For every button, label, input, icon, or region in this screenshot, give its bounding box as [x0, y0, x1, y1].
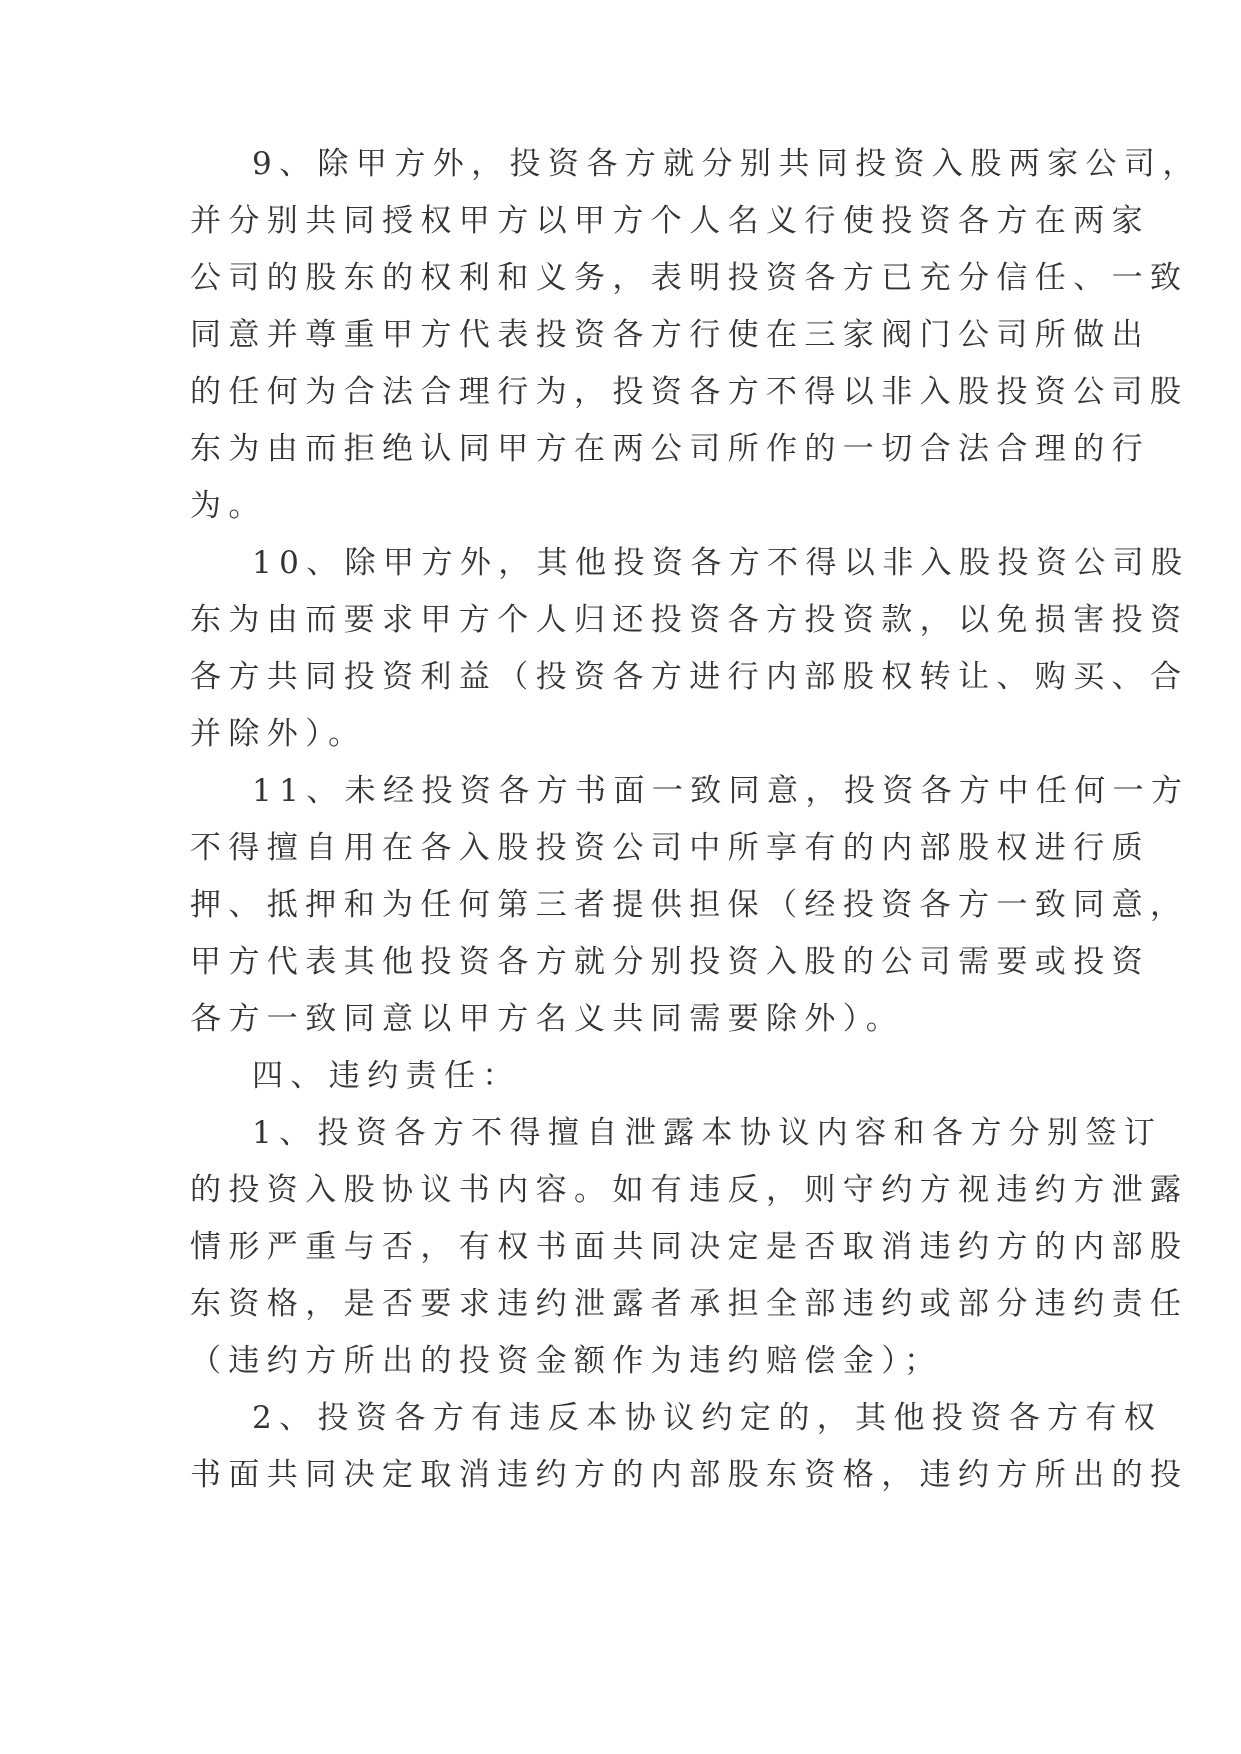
clause-9-line-3: 公司的股东的权利和义务，表明投资各方已充分信任、一致: [190, 260, 1189, 296]
liability-2-line-2: 书面共同决定取消违约方的内部股东资格，违约方所出的投: [190, 1457, 1189, 1493]
liability-1-line-2: 的投资入股协议书内容。如有违反，则守约方视违约方泄露: [190, 1172, 1189, 1208]
clause-9-line-7: 为。: [190, 488, 267, 524]
clause-11-line-2: 不得擅自用在各入股投资公司中所享有的内部股权进行质: [190, 830, 1150, 866]
clause-10-line-1: 10、除甲方外，其他投资各方不得以非入股投资公司股: [252, 545, 1190, 581]
liability-1-line-1: 1、投资各方不得擅自泄露本协议内容和各方分别签订: [252, 1115, 1163, 1151]
liability-1-line-3: 情形严重与否，有权书面共同决定是否取消违约方的内部股: [190, 1229, 1189, 1265]
clause-11-line-4: 甲方代表其他投资各方就分别投资入股的公司需要或投资: [190, 944, 1150, 980]
clause-9-line-2: 并分别共同授权甲方以甲方个人名义行使投资各方在两家: [190, 203, 1150, 239]
clause-9-line-1: 9、除甲方外，投资各方就分别共同投资入股两家公司，: [252, 146, 1201, 182]
section-heading-liability: 四、违约责任：: [252, 1058, 521, 1094]
clause-10-line-2: 东为由而要求甲方个人归还投资各方投资款，以免损害投资: [190, 602, 1189, 638]
clause-9-line-5: 的任何为合法合理行为，投资各方不得以非入股投资公司股: [190, 374, 1189, 410]
clause-9-line-6: 东为由而拒绝认同甲方在两公司所作的一切合法合理的行: [190, 431, 1150, 467]
clause-11-line-1: 11、未经投资各方书面一致同意，投资各方中任何一方: [252, 773, 1190, 809]
clause-10-line-3: 各方共同投资利益（投资各方进行内部股权转让、购买、合: [190, 659, 1189, 695]
clause-9-line-4: 同意并尊重甲方代表投资各方行使在三家阀门公司所做出: [190, 317, 1150, 353]
clause-11-line-5: 各方一致同意以甲方名义共同需要除外）。: [190, 1001, 905, 1037]
liability-1-line-4: 东资格，是否要求违约泄露者承担全部违约或部分违约责任: [190, 1286, 1189, 1322]
clause-11-line-3: 押、抵押和为任何第三者提供担保（经投资各方一致同意，: [190, 887, 1189, 923]
liability-1-line-5: （违约方所出的投资金额作为违约赔偿金）；: [190, 1343, 943, 1379]
liability-2-line-1: 2、投资各方有违反本协议约定的，其他投资各方有权: [252, 1400, 1163, 1436]
clause-10-line-4: 并除外）。: [190, 716, 367, 752]
